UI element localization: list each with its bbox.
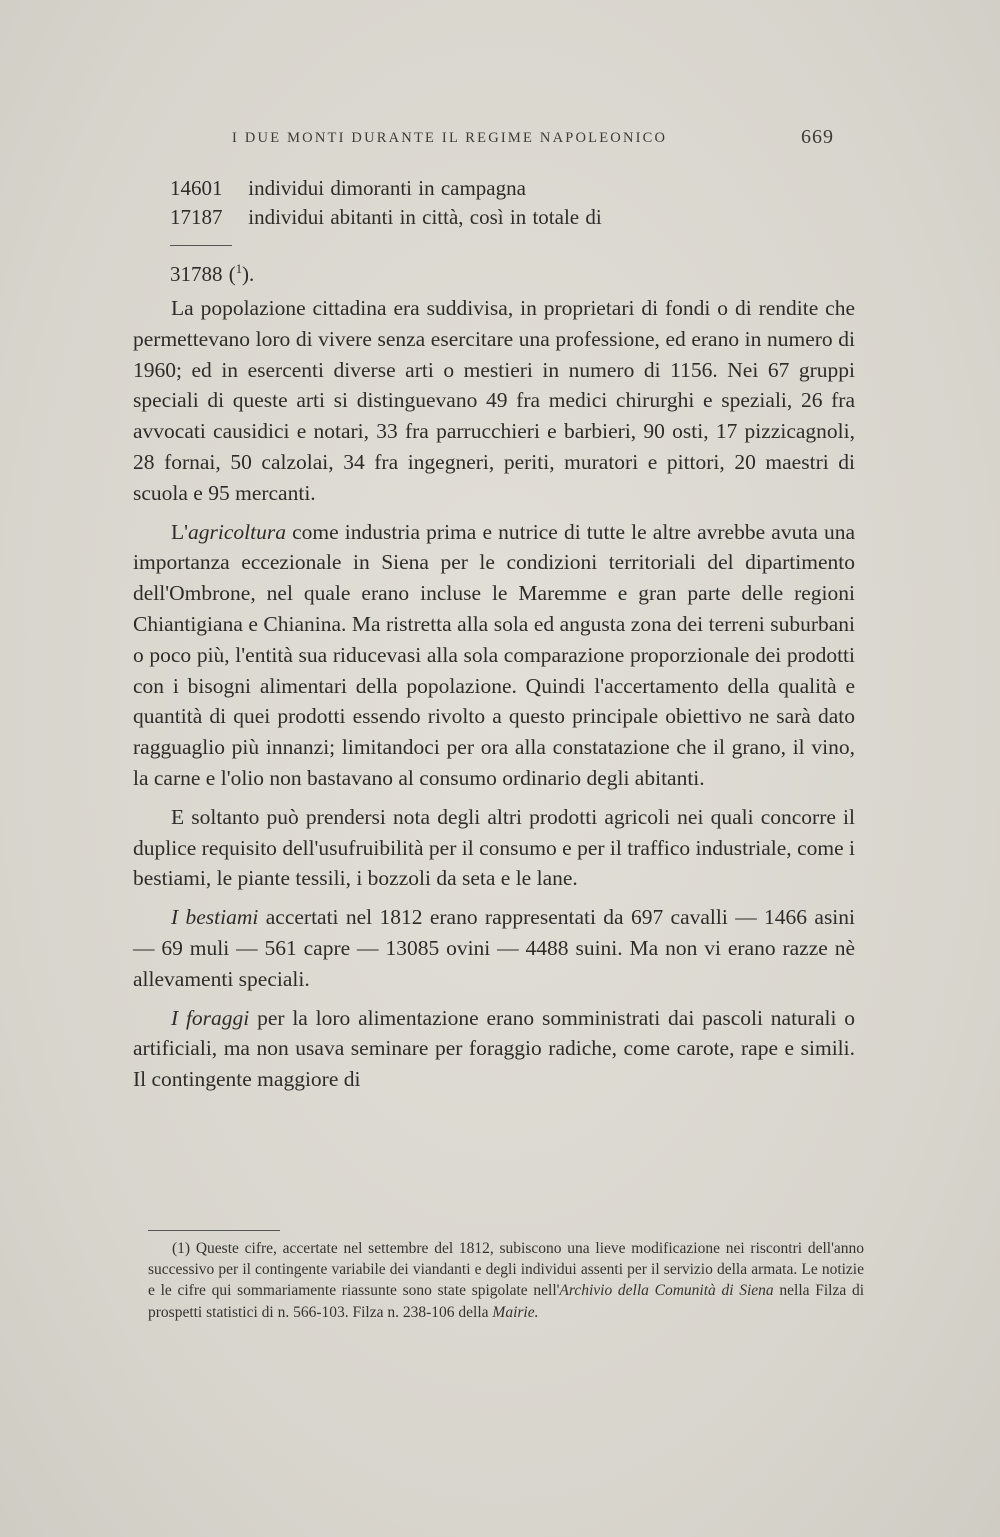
text-run: nella Filza di prospetti statistici di n. 566-103. Filza n. 238-106 della <box>148 1282 864 1321</box>
italic-term: I bestiami <box>171 905 259 930</box>
sum-rule <box>170 245 232 246</box>
text-run: accertati nel 1812 erano rappresentati da 697 cavalli — 1466 asini — 69 muli — 561 capre — 13085 ovini — 4488 suini. Ma non vi erano razze nè allevamenti speciali. <box>133 905 856 991</box>
tally-text: individui abitanti in città, così in totale di <box>248 205 602 229</box>
footnote-ref: 1 <box>235 262 243 276</box>
tally-number: 14601 <box>170 176 223 200</box>
paragraph-livestock <box>133 902 855 994</box>
italic-term: Archivio della Comunità di Siena <box>559 1282 774 1300</box>
italic-term: agricoltura <box>188 519 286 544</box>
tally-line <box>170 205 602 230</box>
page-number: 669 <box>801 126 834 148</box>
tally-line <box>170 176 526 201</box>
footnote-marker: (1) <box>172 1240 191 1257</box>
tally-total: 31788 ($^1$). <box>170 262 255 286</box>
footnote-rule <box>148 1230 280 1231</box>
text-run: come industria prima e nutrice di tutte le altre avrebbe avuta una importanza eccezionale in Siena per le condizioni territoriali del dipartimento dell'Ombrone, nel quale erano incluse le Maremme e gran parte delle regioni Chiantigiana e Chianina. Ma ristretta alla sola ed angusta zona dei terreni suburbani o poco più, l'entità sua riducevasi alla sola comparazione proporzionale dei prodotti con i bisogni alimentari della popolazione. Quindi l'accertamento della qualità e quantità di quei prodotti essendo rivolto a questo principale obiettivo ne sarà dato ragguaglio più innanzi; limitandoci per ora alla constatazione che il grano, il vino, la carne e l'olio non bastavano al consumo ordinario degli abitanti. <box>133 519 856 790</box>
running-header: I DUE MONTI DURANTE IL REGIME NAPOLEONICO <box>232 130 668 146</box>
italic-term: Mairie. <box>492 1303 539 1321</box>
text-run: per la loro alimentazione erano somministrati dai pascoli naturali o artificiali, ma non usava seminare per foraggio radiche, come carote, rape e simili. Il contingente maggiore di <box>133 1005 855 1092</box>
paragraph-agriculture <box>133 517 855 794</box>
total-number: 31788 <box>170 262 223 286</box>
paragraph-products: E soltanto può prendersi nota degli altri prodotti agricoli nei quali concorre il duplice requisito dell'usufruibilità per il consumo e per il traffico industriale, come i bestiami, le piante tessili, i bozzoli da seta e le lane. <box>133 804 855 891</box>
text-run: L' <box>171 519 189 544</box>
paragraph-forage <box>133 1003 855 1095</box>
footnote <box>148 1238 864 1323</box>
tally-text: individui dimoranti in campagna <box>248 176 526 200</box>
text-run: Queste cifre, accertate nel settembre del 1812, subiscono una lieve modificazione nei riscontri dell'anno successivo per il contingente variabile dei viandanti e degli individui assenti per il servizio della armata. Le notizie e le cifre qui sommariamente riassunte sono state spigolate nell' <box>148 1240 864 1300</box>
italic-term: I foraggi <box>171 1005 250 1030</box>
tally-number: 17187 <box>170 205 223 229</box>
body-text <box>133 293 855 1103</box>
paragraph-population: La popolazione cittadina era suddivisa, in proprietari di fondi o di rendite che permettevano loro di vivere senza esercitare una professione, ed erano in numero di 1960; ed in esercenti diverse arti o mestieri in numero di 1156. Nei 67 gruppi speciali di queste arti si distinguevano 49 fra medici chirurghi e speziali, 26 fra avvocati causidici e notari, 33 fra parrucchieri e barbieri, 90 osti, 17 pizzicagnoli, 28 fornai, 50 calzolai, 34 fra ingegneri, periti, muratori e pittori, 20 maestri di scuola e 95 mercanti. <box>133 296 855 505</box>
